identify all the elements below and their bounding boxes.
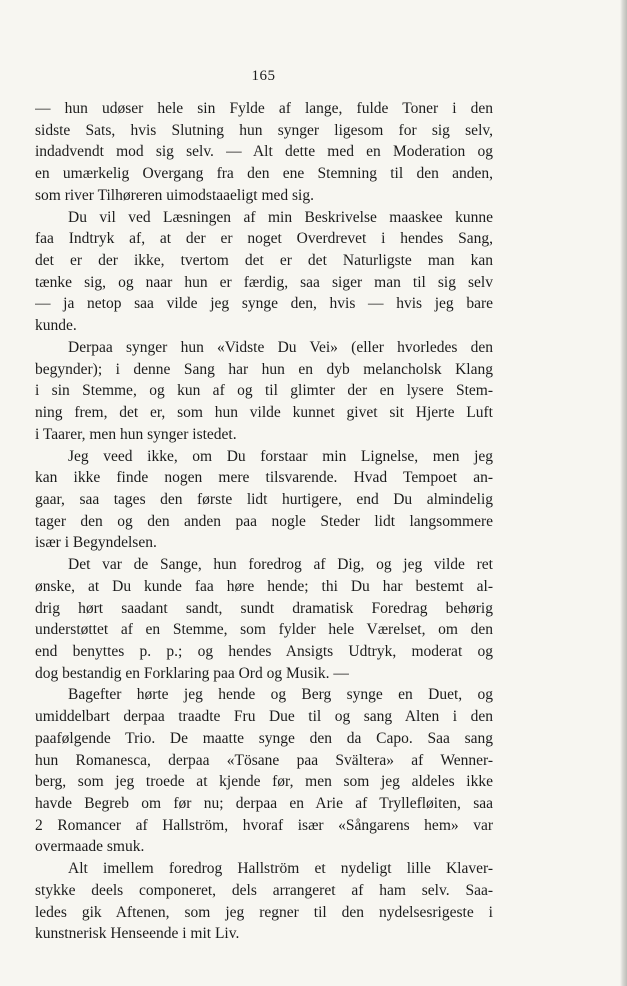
paragraph [35,858,493,945]
text-line: drig hørt saadant sandt, sundt dramatisk Foredrag behørig [35,599,493,617]
text-line: kunde. [35,317,77,335]
text-line: Derpaa synger hun «Vidste Du Vei» (eller hvorledes den [68,338,493,356]
text-line: end benyttes p. p.; og hendes Ansigts Udtryk, moderat og [35,642,493,660]
text-line: især i Begyndelsen. [35,534,157,552]
text-line: Alt imellem foredrog Hallström et nydeligt lille Klaver- [68,860,493,878]
text-line: kunstnerisk Henseende i mit Liv. [35,925,240,943]
text-line: overmaade smuk. [35,838,145,856]
text-line: Jeg veed ikke, om Du forstaar min Lignelse, men jeg [68,447,493,465]
text-line: — hun udøser hele sin Fylde af lange, fulde Toner i den [35,100,493,117]
text-line: umiddelbart derpaa traadte Fru Due til og sang Alten i den [35,708,493,726]
text-line: Det var de Sange, hun foredrog af Dig, og jeg vilde ret [68,556,493,574]
text-line: ønske, at Du kunde faa høre hende; thi Du har bestemt al- [35,577,493,595]
text-line: gaar, saa tages den første lidt hurtigere, end Du almindelig [35,490,493,508]
text-line: Bagefter hørte jeg hende og Berg synge en Duet, og [68,686,493,704]
text-line: tager den og den anden paa nogle Steder lidt langsommere [35,512,493,530]
paragraph [35,446,493,555]
text-line: ning frem, det er, som hun vilde kunnet givet sit Hjerte Luft [35,404,493,422]
paragraph [35,554,493,684]
text-line: hun Romanesca, derpaa «Tösane paa Svältera» af Wenner- [35,751,493,769]
paragraph [35,684,493,858]
text-line: i sin Stemme, og kun af og til glimter der en lysere Stem- [35,382,493,400]
text-line: som river Tilhøreren uimodstaaeligt med sig. [35,186,314,204]
text-line: Du vil ved Læsningen af min Beskrivelse maaskee kunne [68,208,493,226]
text-line: dog bestandig en Forklaring paa Ord og Musik. — [35,664,349,682]
body-text [35,98,493,945]
text-line: berg, som jeg troede at kjende før, men som jeg aldeles ikke [35,773,493,791]
text-line: indadvendt mod sig selv. — Alt dette med en Moderation og [35,143,493,161]
text-line: kan ikke finde nogen mere tilsvarende. Hvad Tempoet an- [35,469,493,487]
text-line: — ja netop saa vilde jeg synge den, hvis — hvis jeg bare [35,295,493,313]
text-line: begynder); i denne Sang har hun en dyb melancholsk Klang [35,360,493,378]
text-line: i Taarer, men hun synger istedet. [35,425,237,443]
text-line: 2 Romancer af Hallström, hvoraf især «Sångarens hem» var [35,816,493,834]
page-number: 165 [251,68,276,84]
text-line: ledes gik Aftenen, som jeg regner til den nydelsesrigeste i [35,903,493,921]
text-line: sidste Sats, hvis Slutning hun synger ligesom for sig selv, [35,121,493,139]
text-line: tænke sig, og naar hun er færdig, saa siger man til sig selv [35,273,493,291]
page-edge-shadow [620,0,627,986]
text-line: faa Indtryk af, at der er noget Overdrevet i hendes Sang, [35,230,493,248]
text-line: det er der ikke, tvertom det er det Naturligste man kan [35,252,493,270]
text-line: havde Begreb om før nu; derpaa en Arie af Tryllefløiten, saa [35,795,493,812]
paragraph [35,207,493,337]
text-line: en umærkelig Overgang fra den ene Stemning til den anden, [35,165,493,183]
text-line: stykke deels componeret, dels arrangeret af ham selv. Saa- [35,881,493,899]
text-line: paafølgende Trio. De maatte synge den da Capo. Saa sang [35,729,493,747]
paragraph [35,98,493,207]
text-line: understøttet af en Stemme, som fylder hele Værelset, om den [35,621,493,639]
paragraph [35,337,493,446]
